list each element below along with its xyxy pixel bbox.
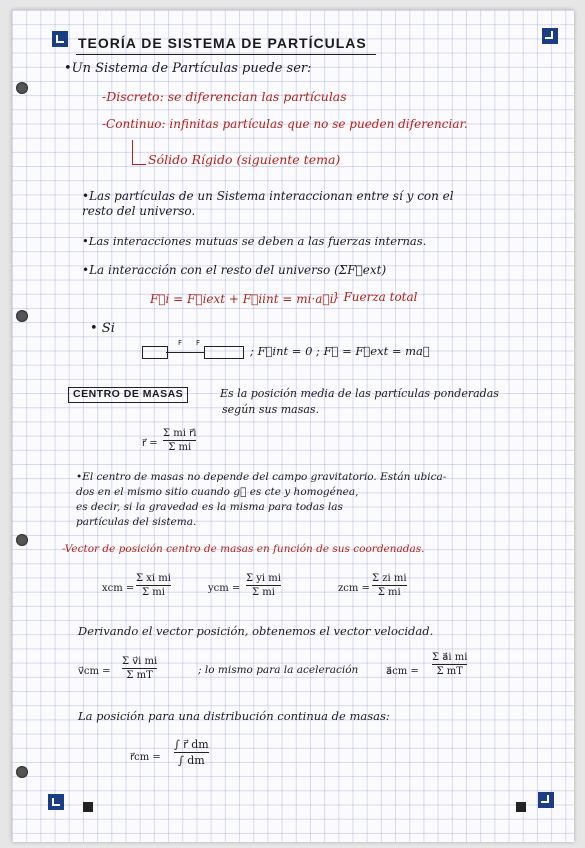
gravedad-line: partículas del sistema.	[76, 516, 197, 528]
x-left: xcm =	[102, 583, 135, 594]
force-label: F	[178, 339, 183, 347]
interaction-line	[166, 352, 204, 353]
binder-hole	[16, 766, 28, 778]
binder-hole	[16, 310, 28, 322]
si-label: • Si	[90, 321, 115, 336]
r-fraction	[163, 428, 196, 453]
rcm-fraction	[174, 738, 209, 767]
r-left: r⃗ =	[142, 438, 158, 449]
particle-box	[142, 346, 168, 359]
z-fraction	[372, 573, 407, 598]
particle-box	[204, 346, 244, 359]
corner-marker-icon	[542, 28, 558, 44]
a-den: Σ mT	[436, 666, 463, 677]
gravedad-line: es decir, si la gravedad es la misma para todas las	[76, 501, 343, 513]
corner-marker-icon	[538, 792, 554, 808]
y-num: Σ yi mi	[246, 573, 281, 584]
continua-line: La posición para una distribución continua de masas:	[78, 709, 390, 723]
intro-line: •Un Sistema de Partículas puede ser:	[64, 61, 312, 76]
a-fraction	[432, 652, 467, 677]
corner-square-icon	[83, 802, 93, 812]
force-label: F	[196, 339, 201, 347]
bullet-text: resto del universo.	[82, 204, 196, 218]
centro-def: según sus masas.	[222, 403, 320, 416]
discreto-line: -Discreto: se diferencian las partículas	[102, 89, 347, 104]
total-force-formula: F⃗i = F⃗iext + F⃗iint = mi·a⃗i	[150, 292, 334, 306]
x-num: Σ xi mi	[136, 573, 171, 584]
z-num: Σ zi mi	[372, 573, 407, 584]
corner-square-icon	[516, 802, 526, 812]
corner-marker-icon	[48, 794, 64, 810]
notebook-page	[12, 10, 574, 842]
r-den: Σ mi	[168, 442, 192, 453]
v-left: v⃗cm =	[78, 666, 111, 677]
v-num: Σ v⃗i mi	[122, 656, 158, 667]
rcm-den: ∫ dm	[178, 754, 205, 767]
si-result: ; F⃗int = 0 ; F⃗ = F⃗ext = ma⃗	[250, 344, 430, 358]
arrow-line	[132, 164, 146, 165]
gravedad-line: •El centro de masas no depende del campo gravitatorio. Están ubica-	[76, 471, 447, 483]
x-den: Σ mi	[142, 587, 165, 598]
centro-heading: CENTRO DE MASAS	[68, 387, 188, 403]
y-fraction	[246, 573, 281, 598]
binder-hole	[16, 82, 28, 94]
z-den: Σ mi	[377, 587, 401, 598]
corner-marker-icon	[52, 31, 68, 47]
a-left: a⃗cm =	[386, 666, 419, 677]
centro-def: Es la posición media de las partículas ponderadas	[220, 387, 499, 400]
x-fraction	[136, 573, 171, 598]
vector-line: -Vector de posición centro de masas en función de sus coordenadas.	[62, 543, 425, 555]
derivando-mid: ; lo mismo para la aceleración	[198, 664, 359, 676]
z-left: zcm =	[338, 583, 370, 594]
derivando-line: Derivando el vector posición, obtenemos el vector velocidad.	[78, 624, 434, 638]
arrow-line	[132, 140, 133, 164]
v-den: Σ mT	[126, 670, 153, 681]
y-den: Σ mi	[252, 587, 275, 598]
rcm-left: r⃗cm =	[130, 752, 161, 763]
continuo-line: -Continuo: infinitas partículas que no se pueden diferenciar.	[102, 117, 468, 131]
bullet-text: •La interacción con el resto del universo (ΣF⃗ext)	[82, 263, 387, 277]
r-num: Σ mi r⃗i	[163, 428, 197, 439]
total-force-label: } Fuerza total	[332, 290, 418, 304]
bullet-text: •Las interacciones mutuas se deben a las fuerzas internas.	[82, 234, 427, 248]
a-num: Σ a⃗i mi	[432, 652, 468, 663]
binder-hole	[16, 534, 28, 546]
gravedad-line: dos en el mismo sitio cuando g⃗ es cte y homogénea,	[76, 486, 359, 498]
title-underline	[76, 54, 376, 55]
solido-line: Sólido Rígido (siguiente tema)	[148, 152, 341, 167]
v-fraction	[122, 656, 157, 681]
page-title: TEORÍA DE SISTEMA DE PARTÍCULAS	[78, 35, 367, 51]
rcm-num: ∫ r⃗ dm	[174, 738, 209, 751]
bullet-text: •Las partículas de un Sistema interaccionan entre sí y con el	[82, 189, 454, 203]
y-left: ycm =	[208, 583, 241, 594]
